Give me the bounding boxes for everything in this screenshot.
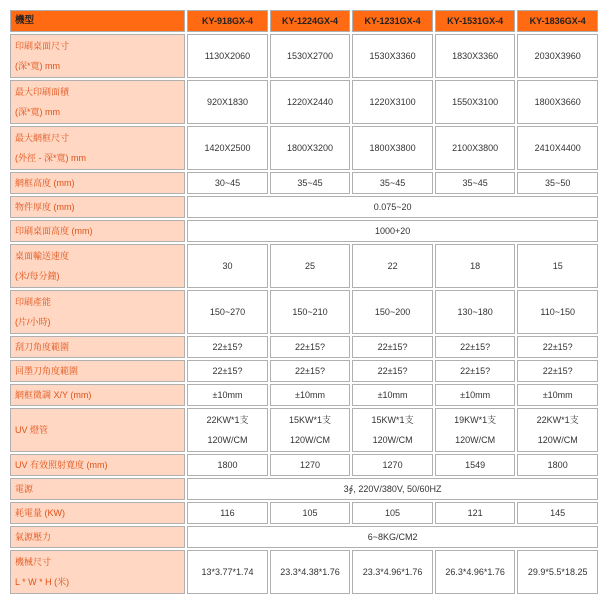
row-value: 29.9*5.5*18.25 — [517, 550, 598, 594]
row-value: 1530X3360 — [352, 34, 433, 78]
row-value: 1830X3360 — [435, 34, 516, 78]
header-row — [10, 10, 598, 32]
row-value: 2100X3800 — [435, 126, 516, 170]
row-value: 22±15? — [517, 336, 598, 358]
spec-row — [10, 502, 598, 524]
row-value: 22±15? — [435, 360, 516, 382]
row-value: 116 — [187, 502, 268, 524]
row-value-line: 22KW*1支 — [536, 415, 579, 425]
row-label — [10, 478, 185, 500]
spec-row — [10, 172, 598, 194]
row-value: 150~270 — [187, 290, 268, 334]
spec-row — [10, 34, 598, 78]
row-label-line: 印刷桌面尺寸 — [15, 41, 70, 51]
row-label-line: 印刷桌面高度 (mm) — [15, 226, 93, 236]
row-value-line: 15KW*1支 — [289, 415, 332, 425]
row-label — [10, 550, 185, 594]
row-label-line: 回墨刀角度範圍 — [15, 366, 79, 376]
row-label — [10, 336, 185, 358]
spec-row — [10, 196, 598, 218]
row-value: 1549 — [435, 454, 516, 476]
row-label-line: L * W * H (米) — [15, 577, 70, 587]
row-value: 1420X2500 — [187, 126, 268, 170]
row-value: 22±15? — [352, 336, 433, 358]
spec-row — [10, 454, 598, 476]
row-label — [10, 526, 185, 548]
row-span-value: 6~8KG/CM2 — [187, 526, 598, 548]
row-value: 110~150 — [517, 290, 598, 334]
header-model: KY-1224GX-4 — [270, 10, 351, 32]
row-value: ±10mm — [517, 384, 598, 406]
row-label-line: 網框高度 (mm) — [15, 178, 75, 188]
row-value: 35~45 — [352, 172, 433, 194]
spec-row — [10, 126, 598, 170]
header-label: 機型 — [10, 10, 185, 32]
row-value: 22±15? — [517, 360, 598, 382]
row-value: ±10mm — [352, 384, 433, 406]
row-value: 22±15? — [270, 360, 351, 382]
row-value: 1270 — [270, 454, 351, 476]
spec-row — [10, 550, 598, 594]
row-label-line: 網框微調 X/Y (mm) — [15, 390, 92, 400]
row-label-line: UV 有效照射寬度 (mm) — [15, 460, 108, 470]
row-value: 1220X2440 — [270, 80, 351, 124]
row-value: 2410X4400 — [517, 126, 598, 170]
spec-row — [10, 408, 598, 452]
row-value: ±10mm — [270, 384, 351, 406]
row-value: 23.3*4.96*1.76 — [352, 550, 433, 594]
row-label-line: 印刷產能 — [15, 297, 52, 307]
spec-row — [10, 290, 598, 334]
row-value: 35~45 — [270, 172, 351, 194]
row-label — [10, 454, 185, 476]
row-value-line: 120W/CM — [207, 435, 248, 445]
row-label-line: (米/每分鐘) — [15, 271, 60, 281]
row-label — [10, 172, 185, 194]
row-value: 22±15? — [187, 336, 268, 358]
row-value: 1530X2700 — [270, 34, 351, 78]
spec-row — [10, 526, 598, 548]
row-label-line: (片/小時) — [15, 317, 51, 327]
row-value: 22±15? — [435, 336, 516, 358]
row-label — [10, 244, 185, 288]
spec-row — [10, 478, 598, 500]
spec-body — [10, 34, 598, 594]
row-value-line: 120W/CM — [537, 435, 578, 445]
row-span-value: 3∮, 220V/380V, 50/60HZ — [187, 478, 598, 500]
row-value: 18 — [435, 244, 516, 288]
row-value: 2030X3960 — [517, 34, 598, 78]
row-value: 130~180 — [435, 290, 516, 334]
row-value-line: 120W/CM — [455, 435, 496, 445]
row-label — [10, 290, 185, 334]
row-value — [517, 408, 598, 452]
row-value: 22±15? — [270, 336, 351, 358]
spec-row — [10, 384, 598, 406]
row-value: 26.3*4.96*1.76 — [435, 550, 516, 594]
row-value: 105 — [270, 502, 351, 524]
row-label — [10, 502, 185, 524]
row-value: 22±15? — [187, 360, 268, 382]
row-value: 145 — [517, 502, 598, 524]
row-value — [435, 408, 516, 452]
row-value: 105 — [352, 502, 433, 524]
header-model: KY-1836GX-4 — [517, 10, 598, 32]
row-value-line: 120W/CM — [372, 435, 413, 445]
row-label-line: 電源 — [15, 484, 34, 494]
row-label-line: UV 燈管 — [15, 425, 49, 435]
spec-row — [10, 80, 598, 124]
row-value: 1800 — [187, 454, 268, 476]
spec-row — [10, 244, 598, 288]
spec-row — [10, 336, 598, 358]
row-label-line: 桌面輸送速度 — [15, 251, 70, 261]
row-value: 150~200 — [352, 290, 433, 334]
row-span-value: 0.075~20 — [187, 196, 598, 218]
row-value: ±10mm — [187, 384, 268, 406]
row-label-line: 氣源壓力 — [15, 532, 52, 542]
row-label-line: 物件厚度 (mm) — [15, 202, 75, 212]
spec-row — [10, 220, 598, 242]
row-label-line: (深*寬) mm — [15, 61, 60, 71]
row-label — [10, 360, 185, 382]
row-value-line: 22KW*1支 — [206, 415, 249, 425]
row-value: 150~210 — [270, 290, 351, 334]
row-value: ±10mm — [435, 384, 516, 406]
row-label — [10, 196, 185, 218]
row-value: 35~50 — [517, 172, 598, 194]
row-label-line: (深*寬) mm — [15, 107, 60, 117]
row-label — [10, 126, 185, 170]
header-model: KY-918GX-4 — [187, 10, 268, 32]
row-value — [187, 408, 268, 452]
row-value: 15 — [517, 244, 598, 288]
row-value: 30 — [187, 244, 268, 288]
row-value — [352, 408, 433, 452]
row-label-line: 最大網框尺寸 — [15, 133, 70, 143]
row-value: 22 — [352, 244, 433, 288]
header-model: KY-1531GX-4 — [435, 10, 516, 32]
row-label-line: 機械尺寸 — [15, 557, 52, 567]
row-value-line: 15KW*1支 — [371, 415, 414, 425]
row-value: 1130X2060 — [187, 34, 268, 78]
row-value: 1220X3100 — [352, 80, 433, 124]
row-value: 121 — [435, 502, 516, 524]
row-value: 1800X3800 — [352, 126, 433, 170]
row-span-value: 1000+20 — [187, 220, 598, 242]
row-label-line: (外徑 - 深*寬) mm — [15, 153, 86, 163]
row-label-line: 刮刀角度範圍 — [15, 342, 70, 352]
row-label — [10, 80, 185, 124]
row-value: 13*3.77*1.74 — [187, 550, 268, 594]
row-value-line: 19KW*1支 — [454, 415, 497, 425]
row-label — [10, 384, 185, 406]
row-label — [10, 408, 185, 452]
row-value: 1800 — [517, 454, 598, 476]
row-value: 1800X3660 — [517, 80, 598, 124]
row-value — [270, 408, 351, 452]
row-label — [10, 220, 185, 242]
row-value: 1800X3200 — [270, 126, 351, 170]
header-model: KY-1231GX-4 — [352, 10, 433, 32]
row-value: 30~45 — [187, 172, 268, 194]
spec-row — [10, 360, 598, 382]
row-value: 23.3*4.38*1.76 — [270, 550, 351, 594]
row-value-line: 120W/CM — [290, 435, 331, 445]
row-label-line: 耗電量 (KW) — [15, 508, 65, 518]
row-value: 920X1830 — [187, 80, 268, 124]
row-value: 35~45 — [435, 172, 516, 194]
row-label-line: 最大印刷面積 — [15, 87, 70, 97]
spec-table — [8, 8, 600, 596]
row-value: 22±15? — [352, 360, 433, 382]
row-value: 1550X3100 — [435, 80, 516, 124]
row-value: 1270 — [352, 454, 433, 476]
row-value: 25 — [270, 244, 351, 288]
row-label — [10, 34, 185, 78]
